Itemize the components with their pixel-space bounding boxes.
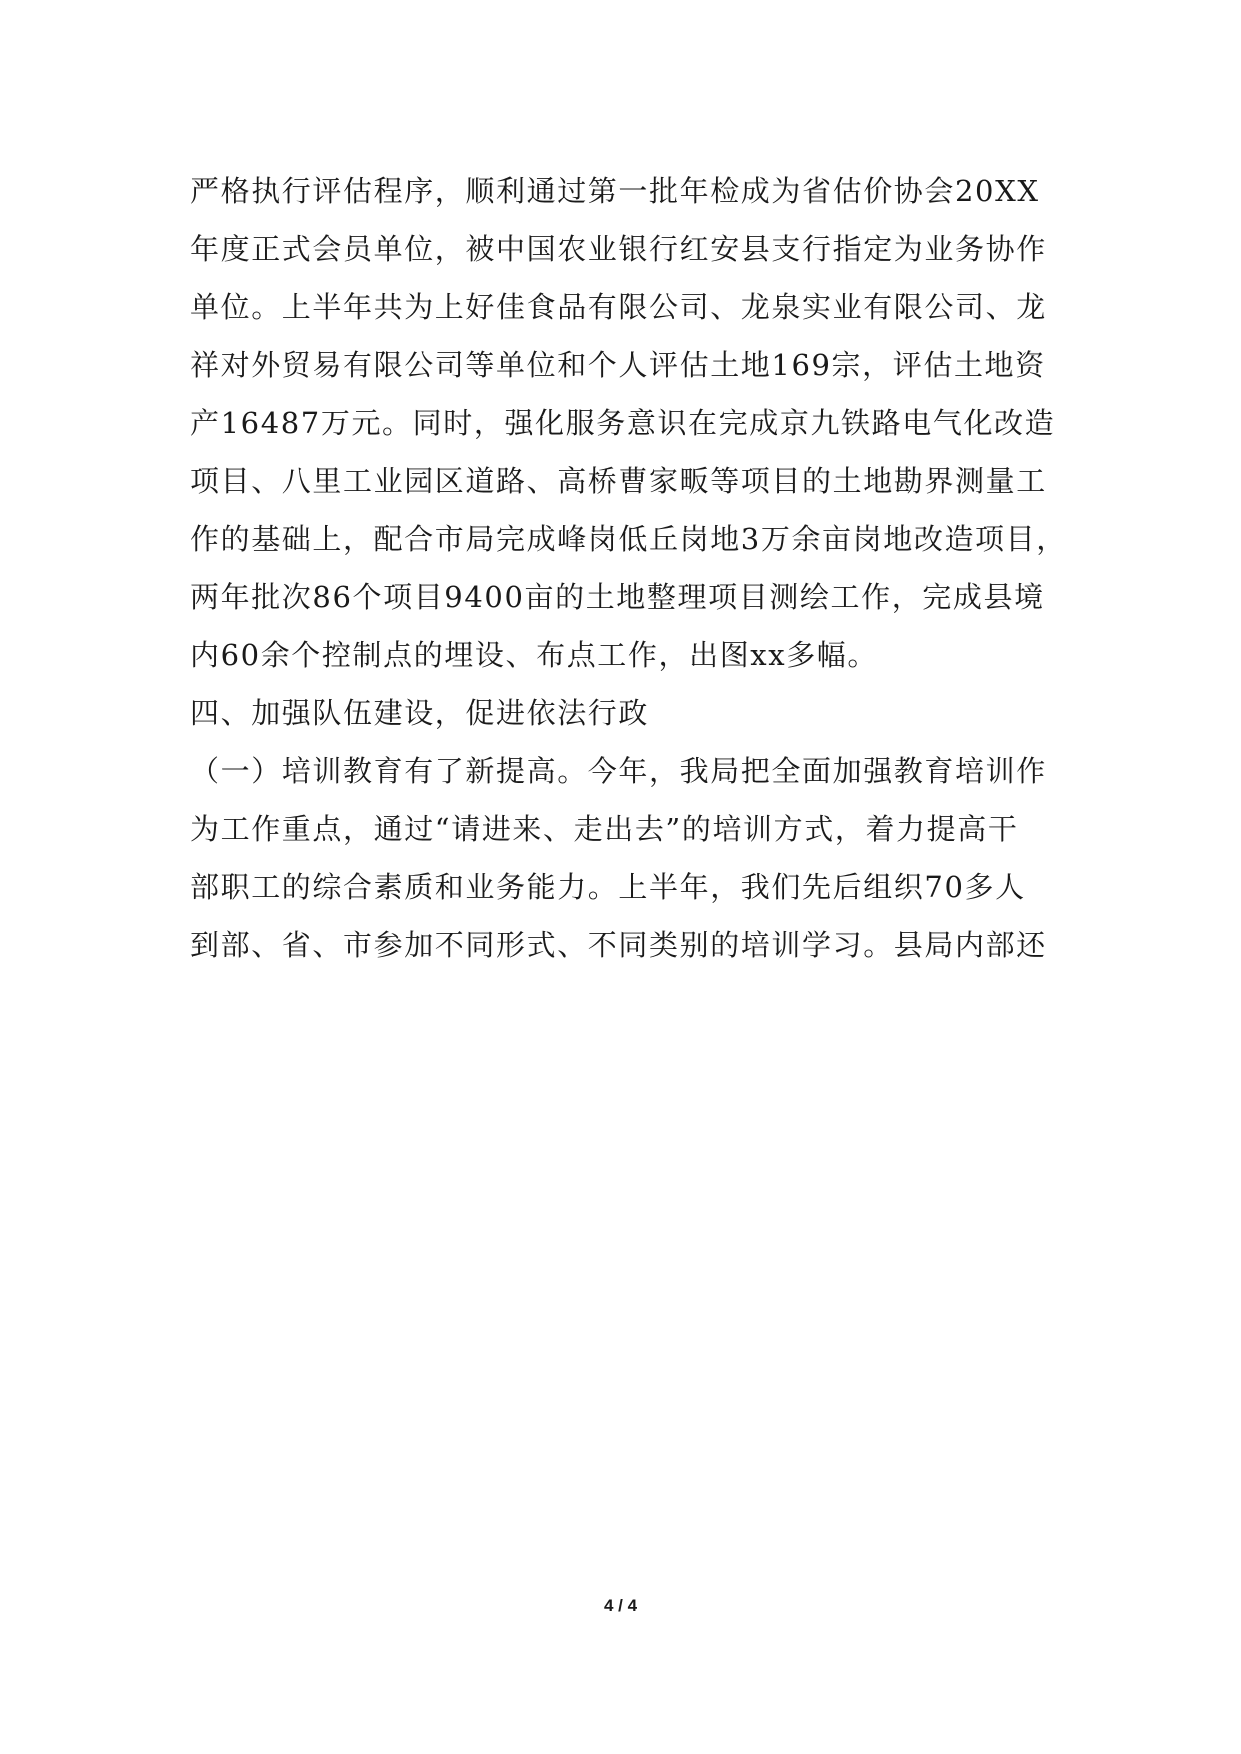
body-text <box>190 162 1067 974</box>
text-line: 作的基础上，配合市局完成峰岗低丘岗地3万余亩岗地改造项目， <box>190 522 1067 556</box>
text-line: 部职工的综合素质和业务能力。上半年，我们先后组织70多人 <box>190 870 1026 904</box>
text-line: 产16487万元。同时，强化服务意识在完成京九铁路电气化改造 <box>190 406 1056 440</box>
text-line: （一）培训教育有了新提高。今年，我局把全面加强教育培训作 <box>190 754 1047 788</box>
text-line: 内60余个控制点的埋设、布点工作，出图xx多幅。 <box>190 638 879 672</box>
text-line: 祥对外贸易有限公司等单位和个人评估土地169宗，评估土地资 <box>190 348 1046 382</box>
section-heading: 四、加强队伍建设，促进依法行政 <box>190 696 650 730</box>
text-line: 到部、省、市参加不同形式、不同类别的培训学习。县局内部还 <box>190 928 1047 962</box>
text-line: 项目、八里工业园区道路、高桥曹家畈等项目的土地勘界测量工 <box>190 464 1047 498</box>
text-line: 年度正式会员单位，被中国农业银行红安县支行指定为业务协作 <box>190 232 1047 266</box>
text-line: 严格执行评估程序，顺利通过第一批年检成为省估价协会20XX <box>190 174 1040 208</box>
text-line: 单位。上半年共为上好佳食品有限公司、龙泉实业有限公司、龙 <box>190 290 1047 324</box>
text-line: 两年批次86个项目9400亩的土地整理项目测绘工作，完成县境 <box>190 580 1045 614</box>
page-number: 4 / 4 <box>603 1596 638 1615</box>
text-line: 为工作重点，通过“请进来、走出去”的培训方式，着力提高干 <box>190 812 1019 846</box>
